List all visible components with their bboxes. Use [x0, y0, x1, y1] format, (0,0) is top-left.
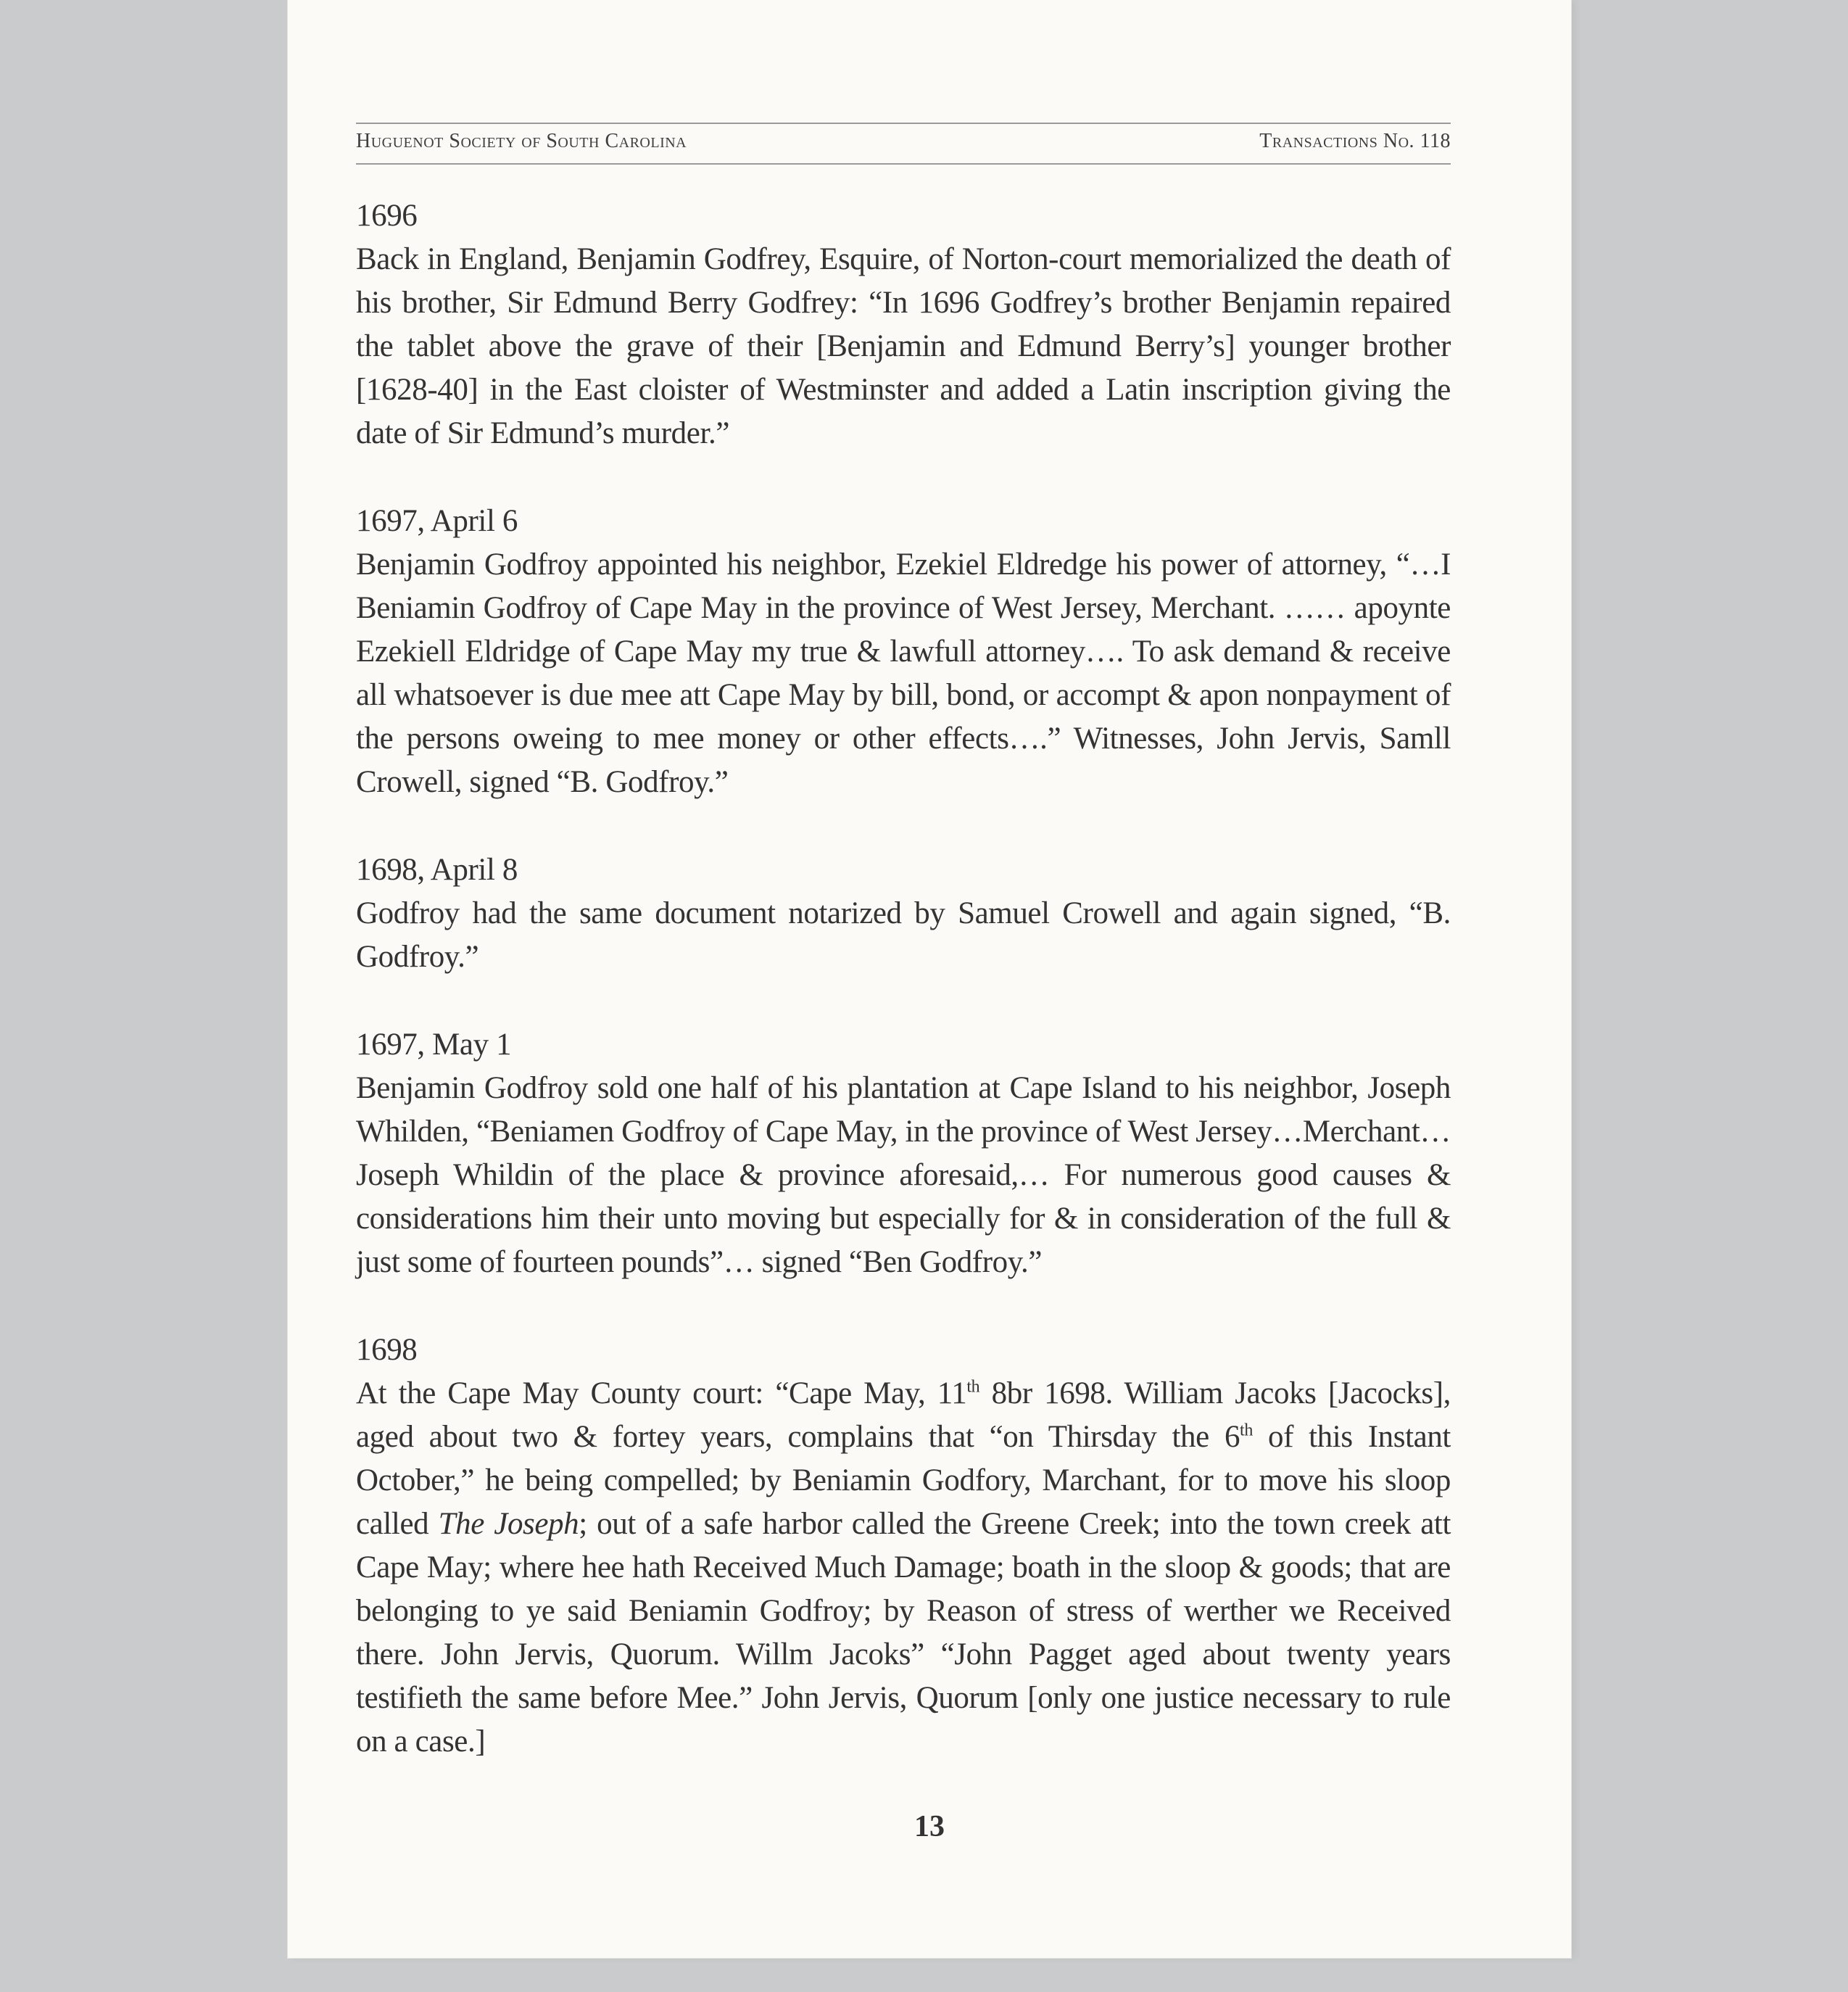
document-page: [288, 0, 1571, 1958]
entry-date: 1697, May 1: [356, 1028, 512, 1062]
entry-text: Benjamin Godfroy sold one half of his plantation at Cape Island to his neighbor, Joseph Whilden, “Beniamen Godfroy of Cape May, in the province of West Jersey…Merchant… Joseph Whildin of the place & province aforesaid,… For numerous good causes & considerations him their unto moving but especially for & in consideration of the full & just some of fourteen pounds”… signed “Ben Godfroy.”: [356, 1071, 1451, 1279]
page-number: 13: [914, 1810, 945, 1843]
entry-text: [356, 1372, 1451, 1764]
ordinal-suffix: th: [1240, 1421, 1253, 1440]
header-transactions-number: Transactions No. 118: [1259, 130, 1451, 152]
entry-1698: [356, 1328, 1451, 1764]
ordinal-suffix: th: [966, 1377, 980, 1397]
entry-text-part: ; out of a safe harbor called the Greene Creek; into the town creek att Cape May; where hee hath Received Much Damage; boath in the sloop & goods; that are belonging to ye said Beniamin Godfroy; by Reason of stress of werther we Received there. John Jervis, Quorum. Willm Jacoks” “John Pagget aged about twenty years testifieth the same before Mee.” John Jervis, Quorum [only one justice necessary to rule on a case.]: [356, 1507, 1451, 1759]
entry-1697-may-1: [356, 1023, 1451, 1284]
running-header: [356, 123, 1451, 165]
entry-date: 1696: [356, 199, 418, 233]
entry-text-part: At the Cape May County court: “Cape May, 11: [356, 1376, 967, 1410]
entry-1697-april-6: [356, 500, 1451, 804]
entry-text: Back in England, Benjamin Godfrey, Esquire, of Norton-court memorialized the death of his brother, Sir Edmund Berry Godfrey: “In 1696 Godfrey’s brother Benjamin repaired the tablet above the grave of their [Benjamin and Edmund Berry’s] younger brother [1628-40] in the East cloister of Westminster and added a Latin inscription giving the date of Sir Edmund’s murder.”: [356, 242, 1451, 450]
entry-text: Godfroy had the same document notarized by Samuel Crowell and again signed, “B. Godfroy.”: [356, 896, 1451, 974]
entry-date: 1698, April 8: [356, 853, 518, 887]
entry-text-part: of this Instant October,” he being compelled; by Beniamin Godfory, Marchant, for to move his sloop called: [356, 1420, 1451, 1541]
entry-date: 1697, April 6: [356, 504, 518, 538]
entry-text: Benjamin Godfroy appointed his neighbor, Ezekiel Eldredge his power of attorney, “…I Beniamin Godfroy of Cape May in the province of West Jersey, Merchant. …… apoynte Ezekiell Eldridge of Cape May my true & lawfull attorney…. To ask demand & receive all whatsoever is due mee att Cape May by bill, bond, or accompt & apon nonpayment of the persons oweing to mee money or other effects….” Witnesses, John Jervis, Samll Crowell, signed “B. Godfroy.”: [356, 547, 1451, 799]
entry-date: 1698: [356, 1333, 418, 1367]
header-society-name: Huguenot Society of South Carolina: [356, 130, 687, 152]
entry-text-part: 8br 1698. William Jacoks [Jacocks], aged about two & fortey years, complains that “on Thirsday the 6: [356, 1376, 1451, 1454]
page-content: [356, 194, 1451, 1808]
entry-1696: [356, 194, 1451, 455]
entry-1698-april-8: [356, 848, 1451, 979]
ship-name: The Joseph: [438, 1507, 579, 1541]
